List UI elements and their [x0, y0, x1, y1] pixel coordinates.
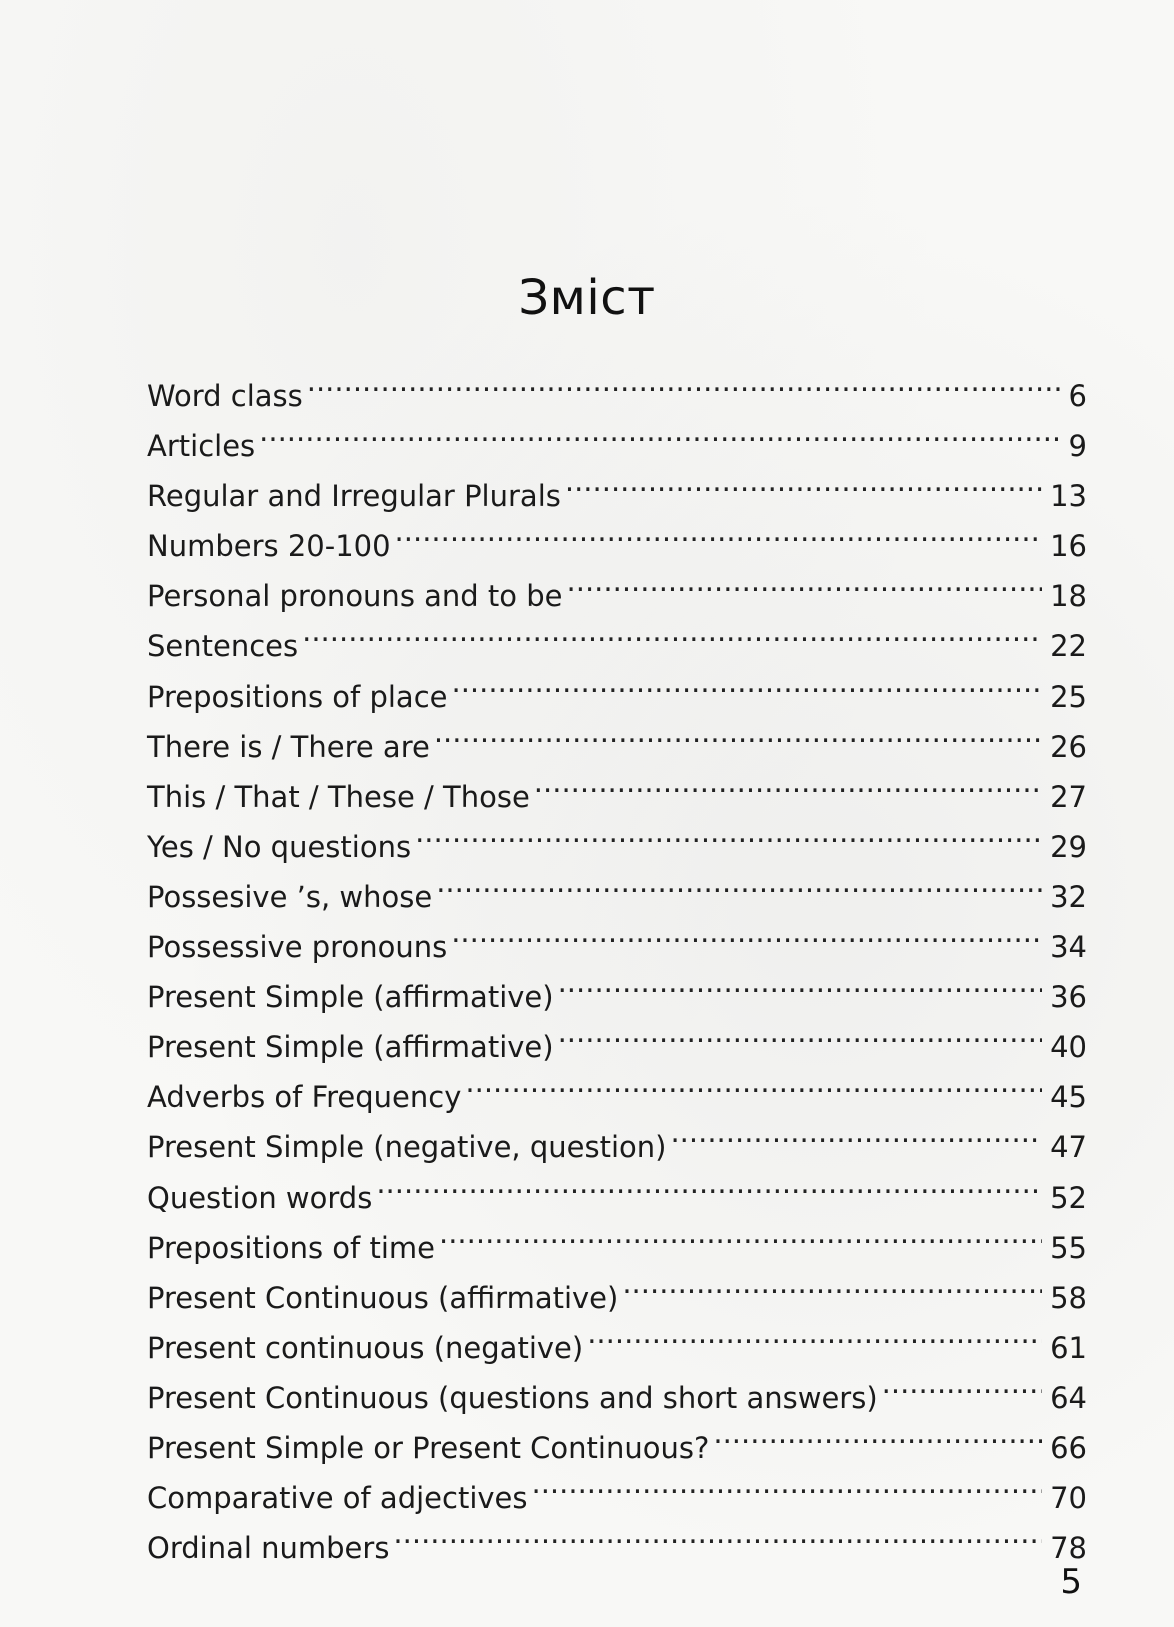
toc-leader-dots — [259, 406, 1060, 456]
toc-entry-page: 55 — [1050, 1230, 1087, 1265]
toc-entry-label: Prepositions of time — [147, 1230, 435, 1265]
toc-entry-page: 40 — [1050, 1030, 1087, 1065]
toc-entry-label: Word class — [147, 379, 303, 413]
toc-entry[interactable] — [147, 406, 1087, 464]
toc-leader-dots — [439, 1208, 1042, 1258]
toc-leader-dots — [376, 1158, 1042, 1208]
toc-leader-dots — [565, 456, 1042, 506]
toc-leader-dots — [307, 356, 1061, 406]
toc-entry-label: Present Continuous (affirmative) — [147, 1280, 619, 1315]
toc-entry-page: 34 — [1050, 930, 1087, 965]
toc-leader-dots — [451, 907, 1042, 957]
toc-entry-page: 52 — [1050, 1180, 1087, 1215]
toc-entry-page: 64 — [1050, 1380, 1087, 1415]
toc-entry-page: 22 — [1050, 629, 1087, 664]
toc-entry-label: Present Simple or Present Continuous? — [147, 1430, 710, 1465]
toc-entry-label: Ordinal numbers — [147, 1531, 390, 1566]
toc-entry-page: 25 — [1050, 679, 1087, 714]
toc-entry-label: Present Simple (affirmative) — [147, 980, 554, 1015]
toc-entry-page: 9 — [1068, 429, 1087, 464]
toc-entry-label: Yes / No questions — [147, 829, 412, 864]
toc-leader-dots — [415, 807, 1042, 857]
toc-entry-page: 32 — [1050, 879, 1087, 914]
toc-leader-dots — [434, 707, 1042, 757]
toc-entry-label: Possessive pronouns — [147, 930, 448, 965]
toc-leader-dots — [558, 957, 1043, 1007]
toc-entry-page: 66 — [1050, 1430, 1087, 1465]
toc-leader-dots — [465, 1057, 1042, 1107]
toc-entry-page: 13 — [1050, 479, 1087, 514]
toc-leader-dots — [670, 1107, 1042, 1157]
toc-entry-label: Adverbs of Frequency — [147, 1080, 462, 1115]
toc-entry-page: 61 — [1050, 1330, 1087, 1365]
toc-entry-label: Numbers 20-100 — [147, 529, 391, 564]
toc-entry-page: 47 — [1050, 1130, 1087, 1165]
toc-leader-dots — [622, 1258, 1042, 1308]
toc-leader-dots — [452, 657, 1043, 707]
toc-entry-label: This / That / These / Those — [147, 779, 530, 814]
toc-entry-label: Question words — [147, 1180, 373, 1215]
toc-entry-label: Present continuous (negative) — [147, 1330, 584, 1365]
toc-leader-dots — [882, 1358, 1042, 1408]
page-title: Зміст — [518, 270, 656, 326]
toc-entry-label: Prepositions of place — [147, 679, 448, 714]
toc-entry-page: 27 — [1050, 779, 1087, 814]
toc-entry[interactable] — [147, 456, 1087, 514]
toc-leader-dots — [567, 556, 1043, 606]
toc-entry-page: 6 — [1068, 379, 1087, 413]
toc-entry-label: Articles — [147, 429, 256, 464]
toc-entry-label: Present Simple (negative, question) — [147, 1130, 667, 1165]
toc-entry[interactable] — [147, 356, 1087, 413]
page-number: 5 — [1060, 1562, 1082, 1602]
toc-entry-page: 26 — [1050, 729, 1087, 764]
toc-entry-page: 78 — [1050, 1531, 1087, 1566]
toc-entry-page: 58 — [1050, 1280, 1087, 1315]
toc-entry-label: Sentences — [147, 629, 299, 664]
toc-entry-page: 29 — [1050, 829, 1087, 864]
toc-leader-dots — [393, 1508, 1042, 1558]
toc-leader-dots — [587, 1308, 1042, 1358]
toc-entry-page: 36 — [1050, 980, 1087, 1015]
toc-entry-label: Present Simple (affirmative) — [147, 1030, 554, 1065]
toc-entry-label: Personal pronouns and to be — [147, 579, 563, 614]
toc-leader-dots — [713, 1408, 1042, 1458]
toc-leader-dots — [436, 857, 1042, 907]
toc-leader-dots — [534, 757, 1042, 807]
toc-entry-label: Possesive ’s, whose — [147, 879, 433, 914]
toc-entry-label: There is / There are — [147, 729, 430, 764]
toc-entry-label: Comparative of adjectives — [147, 1481, 528, 1516]
toc-leader-dots — [302, 606, 1042, 656]
toc-entry-page: 45 — [1050, 1080, 1087, 1115]
toc-leader-dots — [558, 1007, 1043, 1057]
toc-leader-dots — [395, 506, 1043, 556]
toc-leader-dots — [532, 1458, 1043, 1508]
table-of-contents — [147, 356, 1087, 1566]
toc-entry-page: 16 — [1050, 529, 1087, 564]
toc-entry-label: Present Continuous (questions and short answers) — [147, 1380, 878, 1415]
toc-entry-page: 18 — [1050, 579, 1087, 614]
toc-entry-page: 70 — [1050, 1481, 1087, 1516]
toc-entry-label: Regular and Irregular Plurals — [147, 479, 561, 514]
